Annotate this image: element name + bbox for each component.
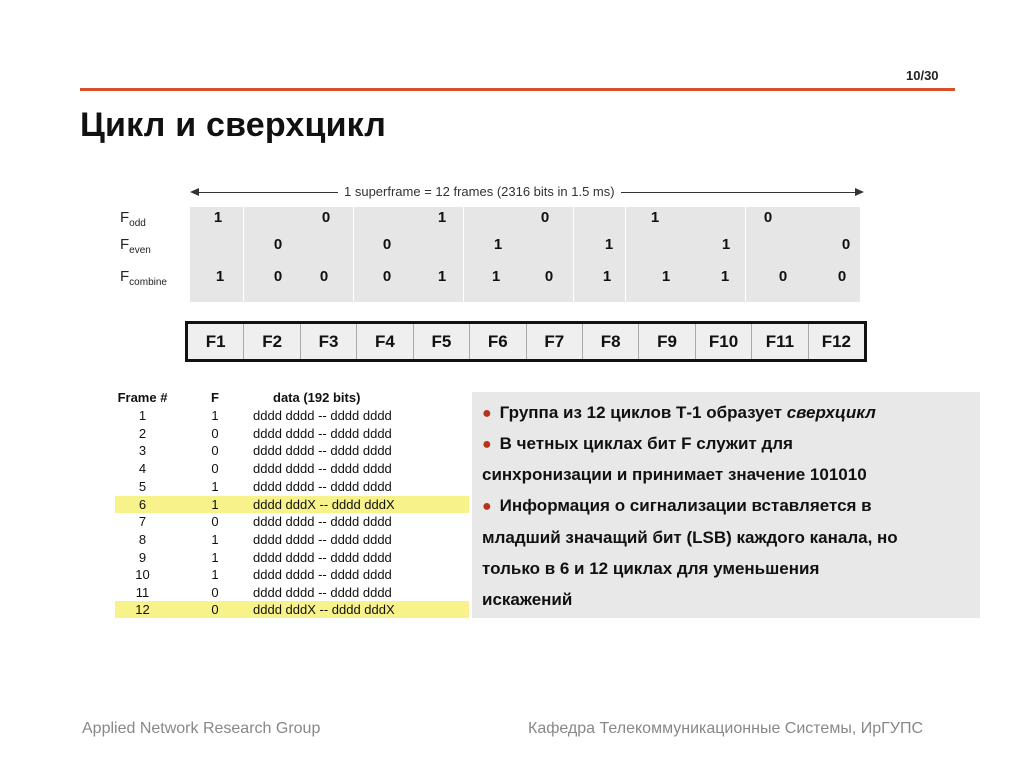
- bullet-text: Информация о сигнализации вставляется в: [499, 496, 872, 515]
- cell-f: 0: [211, 602, 219, 617]
- combine-bit: 1: [215, 268, 225, 285]
- cell-f: 0: [211, 585, 219, 600]
- cell-frame: 5: [138, 479, 147, 494]
- header-frame: Frame #: [117, 390, 168, 405]
- cell-f: 0: [211, 443, 219, 458]
- even-bit: 0: [841, 236, 851, 253]
- table-row: [115, 478, 469, 495]
- bullet-icon: ●: [482, 405, 492, 422]
- bullet-text: младший значащий бит (LSB) каждого канала, но: [482, 528, 898, 547]
- row-label-main: F: [120, 209, 130, 226]
- frame-cell: F12: [809, 324, 864, 359]
- bullet-line-continued: [482, 590, 572, 610]
- frame-cell: F7: [527, 324, 583, 359]
- table-row-highlighted: [115, 601, 469, 618]
- cell-data: dddd dddd -- dddd dddd: [253, 443, 392, 458]
- combine-bit: 1: [602, 268, 612, 285]
- even-bit: 0: [382, 236, 392, 253]
- cell-data: dddd dddd -- dddd dddd: [253, 567, 392, 582]
- bullet-text: только в 6 и 12 циклах для уменьшения: [482, 559, 820, 578]
- row-label-sub: even: [129, 245, 151, 256]
- frame-cell: F2: [244, 324, 300, 359]
- combine-bit: 1: [661, 268, 671, 285]
- table-row: [115, 425, 469, 442]
- footer-left: Applied Network Research Group: [82, 720, 321, 737]
- cell-f: 1: [211, 497, 219, 512]
- footer-right: Кафедра Телекоммуникационные Системы, ИрГУПС: [528, 720, 923, 737]
- cell-f: 1: [211, 532, 219, 547]
- frame-cell: F11: [752, 324, 808, 359]
- combine-bit: 0: [319, 268, 329, 285]
- cell-frame: 6: [138, 497, 147, 512]
- odd-bit: 0: [763, 209, 773, 226]
- frame-cell: F10: [696, 324, 752, 359]
- cell-data: dddd dddd -- dddd dddd: [253, 585, 392, 600]
- header-f: F: [211, 390, 219, 405]
- cell-frame: 3: [138, 443, 147, 458]
- superframe-label: 1 superframe = 12 frames (2316 bits in 1.5 ms): [338, 184, 621, 199]
- frames-row: [185, 321, 867, 362]
- odd-bit: 0: [540, 209, 550, 226]
- row-label-sub: odd: [129, 218, 146, 229]
- bullet-line: [482, 496, 872, 516]
- frame-cell: F4: [357, 324, 413, 359]
- table-row: [115, 549, 469, 566]
- cell-frame: 12: [135, 602, 150, 617]
- cell-frame: 10: [135, 567, 150, 582]
- table-row: [115, 513, 469, 530]
- row-label-odd: [120, 209, 146, 229]
- cell-data: dddd dddd -- dddd dddd: [253, 514, 392, 529]
- bullet-icon: ●: [482, 436, 492, 453]
- combine-bit: 0: [544, 268, 554, 285]
- cell-f: 0: [211, 426, 219, 441]
- grid-divider: [573, 207, 574, 302]
- grid-divider: [353, 207, 354, 302]
- cell-frame: 1: [138, 408, 147, 423]
- combine-bit: 1: [720, 268, 730, 285]
- combine-bit: 0: [273, 268, 283, 285]
- grid-divider: [243, 207, 244, 302]
- bullet-line: [482, 434, 793, 454]
- cell-frame: 8: [138, 532, 147, 547]
- header-data: data (192 bits): [273, 390, 361, 405]
- table-row: [115, 442, 469, 459]
- combine-bit: 1: [437, 268, 447, 285]
- table-row: [115, 407, 469, 424]
- frame-cell: F5: [414, 324, 470, 359]
- cell-data: dddd dddX -- dddd dddX: [253, 602, 395, 617]
- row-label-main: F: [120, 236, 130, 253]
- row-label-main: F: [120, 268, 130, 285]
- cell-data: dddd dddd -- dddd dddd: [253, 532, 392, 547]
- frame-cell: F6: [470, 324, 526, 359]
- even-bit: 1: [493, 236, 503, 253]
- bullet-icon: ●: [482, 498, 492, 515]
- bullet-text: Группа из 12 циклов Т-1 образует: [499, 403, 787, 422]
- table-row: [115, 566, 469, 583]
- cell-f: 0: [211, 514, 219, 529]
- odd-bit: 1: [213, 209, 223, 226]
- frame-cell: F3: [301, 324, 357, 359]
- table-row: [115, 584, 469, 601]
- row-label-even: [120, 236, 151, 256]
- table-row: [115, 460, 469, 477]
- table-row: [115, 531, 469, 548]
- cell-data: dddd dddX -- dddd dddX: [253, 497, 395, 512]
- table-row-highlighted: [115, 496, 469, 513]
- top-rule: [80, 88, 955, 91]
- frame-cell: F1: [188, 324, 244, 359]
- combine-bit: 1: [491, 268, 501, 285]
- bullet-text: искажений: [482, 590, 573, 609]
- bullet-text-italic: сверхцикл: [786, 403, 876, 422]
- bullet-line-continued: [482, 465, 867, 485]
- grid-divider: [463, 207, 464, 302]
- cell-data: dddd dddd -- dddd dddd: [253, 479, 392, 494]
- combine-bit: 0: [837, 268, 847, 285]
- combine-bit: 0: [382, 268, 392, 285]
- slide-title: Цикл и сверхцикл: [80, 106, 387, 144]
- arrow-left-icon: [190, 188, 199, 196]
- even-bit: 1: [721, 236, 731, 253]
- odd-bit: 0: [321, 209, 331, 226]
- cell-f: 1: [211, 550, 219, 565]
- bullet-text: синхронизации и принимает значение 101010: [482, 465, 867, 484]
- bullet-text: В четных циклах бит F служит для: [499, 434, 793, 453]
- cell-frame: 11: [135, 585, 150, 600]
- cell-frame: 2: [138, 426, 147, 441]
- cell-data: dddd dddd -- dddd dddd: [253, 408, 392, 423]
- even-bit: 1: [604, 236, 614, 253]
- cell-f: 1: [211, 408, 219, 423]
- cell-frame: 7: [138, 514, 147, 529]
- odd-bit: 1: [650, 209, 660, 226]
- arrow-right-icon: [855, 188, 864, 196]
- row-label-sub: combine: [129, 277, 167, 288]
- bullet-line: [482, 403, 876, 423]
- cell-data: dddd dddd -- dddd dddd: [253, 550, 392, 565]
- bullet-line-continued: [482, 559, 819, 579]
- row-label-combine: [120, 268, 167, 288]
- cell-frame: 4: [138, 461, 147, 476]
- bullet-line-continued: [482, 528, 898, 548]
- grid-divider: [745, 207, 746, 302]
- odd-bit: 1: [437, 209, 447, 226]
- cell-frame: 9: [138, 550, 147, 565]
- cell-data: dddd dddd -- dddd dddd: [253, 426, 392, 441]
- even-bit: 0: [273, 236, 283, 253]
- cell-f: 1: [211, 479, 219, 494]
- cell-f: 0: [211, 461, 219, 476]
- page-number: 10/30: [906, 68, 939, 83]
- table-header: [115, 389, 469, 406]
- combine-bit: 0: [778, 268, 788, 285]
- frame-cell: F8: [583, 324, 639, 359]
- cell-data: dddd dddd -- dddd dddd: [253, 461, 392, 476]
- grid-divider: [625, 207, 626, 302]
- frame-cell: F9: [639, 324, 695, 359]
- cell-f: 1: [211, 567, 219, 582]
